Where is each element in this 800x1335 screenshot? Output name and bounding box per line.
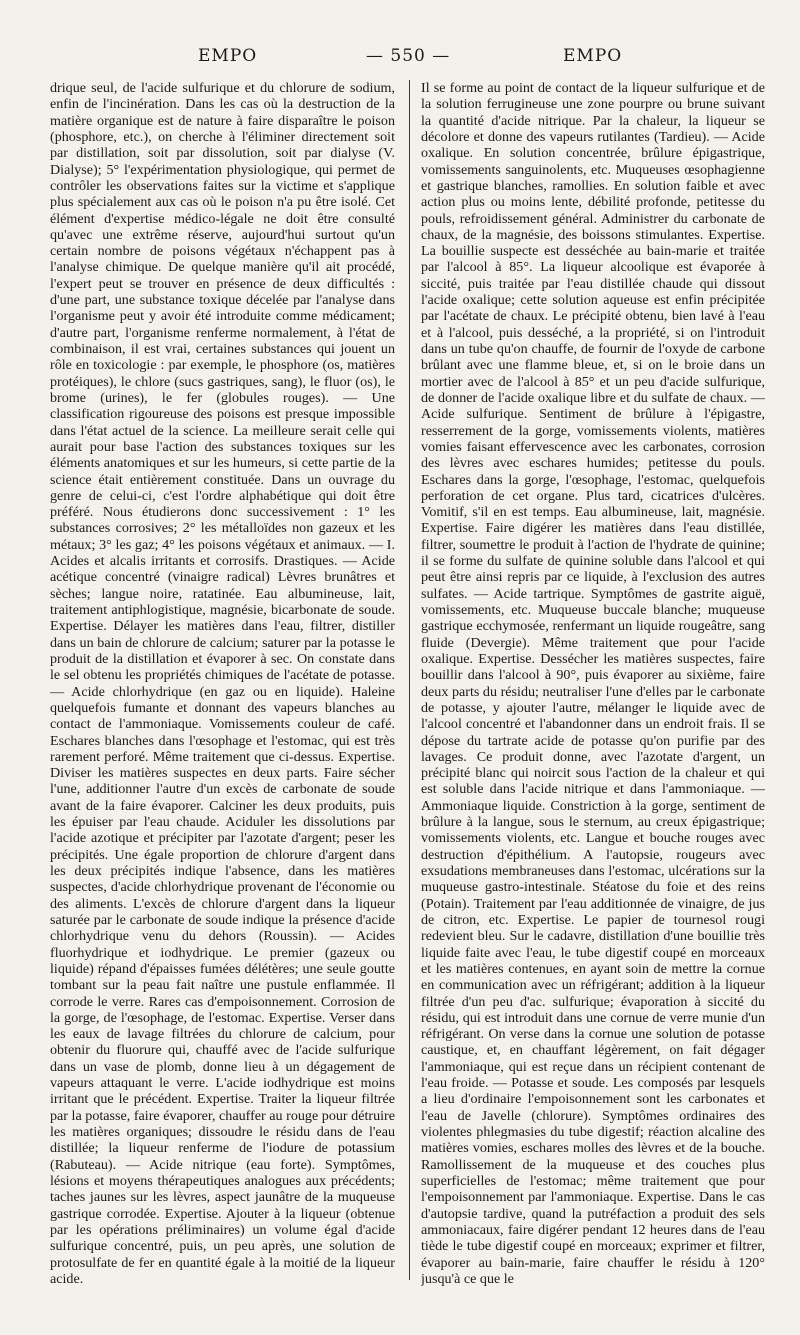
right-column <box>421 80 765 1290</box>
page-number: — 550 — <box>366 46 451 66</box>
running-header <box>0 46 800 76</box>
column-divider <box>409 80 410 1280</box>
header-right-word: EMPO <box>563 46 623 66</box>
header-left-word: EMPO <box>198 46 258 66</box>
left-column <box>50 80 395 1290</box>
left-column-text: drique seul, de l'acide sulfurique et du chlorure de sodium, enfin de l'incinération. Dans les cas où la destruction de la matière organique est de nature à faire disparaître le poison (phosphore, etc.), on cherche à l'éliminer directement soit par distillation, soit par dissolution, soit par dialyse (V. Dialyse); 5° l'expérimentation physiologique, qui permet de contrôler les observations faites sur la victime et s'applique plus spécialement aux cas où le poison n'a pu être isolé. Cet élément d'expertise médico-légale ne doit être consulté qu'avec une extrême réserve, aujourd'hui surtout qu'un certain nombre de poisons végétaux n'échappent pas à l'analyse chimique. De quelque manière qu'il ait procédé, l'expert peut se trouver en présence de deux difficultés : d'une part, une substance toxique décelée par l'analyse dans l'organisme peut y avoir été introduite comme médicament; d'autre part, l'organisme renferme normalement, à l'état de combinaison, il est vrai, certaines substances qui jouent un rôle en toxicologie : par exemple, le phosphore (os, matières protéiques), le chlore (sucs gastriques, sang), le fluor (os), le brome (urines), le fer (globules rouges). — Une classification rigoureuse des poisons est presque impossible dans l'état actuel de la science. La meilleure serait celle qui aurait pour base l'action des substances toxiques sur les éléments anatomiques et sur les humeurs, si cette partie de la science était entièrement constituée. Dans un ouvrage du genre de celui-ci, c'est l'ordre alphabétique qui doit être préféré. Nous étudierons donc successivement : 1° les substances corrosives; 2° les métalloïdes non gazeux et les métaux; 3° les gaz; 4° les poisons végétaux et animaux. — I. Acides et alcalis irritants et corrosifs. Drastiques. — Acide acétique concentré (vinaigre radical) Lèvres brunâtres et sèches; langue noire, ratatinée. Eau albumineuse, lait, traitement antiphlogistique, magnésie, bicarbonate de soude. Expertise. Délayer les matières dans l'eau, filtrer, distiller dans un bain de chlorure de calcium; saturer par la potasse le produit de la distillation et évaporer à sec. On constate dans le sel obtenu les propriétés chimiques de l'acétate de potasse. — Acide chlorhydrique (en gaz ou en liquide). Haleine quelquefois fumante et donnant des vapeurs blanches au contact de l'ammoniaque. Vomissements couleur de café. Eschares blanches dans l'œsophage et l'estomac, qui est très rarement perforé. Même traitement que ci-dessus. Expertise. Diviser les matières suspectes en deux parts. Faire sécher l'une, additionner l'autre d'un excès de carbonate de soude avant de la faire évaporer. Calciner les deux produits, puis les épuiser par l'eau chaude. Aciduler les dissolutions par l'acide azotique et précipiter par l'azotate d'argent; peser les précipités. Une égale proportion de chlorure d'argent dans les deux précipités indique l'absence, dans les matières suspectes, d'acide chlorhydrique provenant de l'économie ou des aliments. L'excès de chlorure d'argent dans la liqueur saturée par le carbonate de soude indique la présence d'acide chlorhydrique venu du dehors (Roussin). — Acides fluorhydrique et iodhydrique. Le premier (gazeux ou liquide) répand d'épaisses fumées délétères; une seule goutte tombant sur la peau fait naître une pustule enflammée. Il corrode le verre. Rares cas d'empoisonnement. Corrosion de la gorge, de l'œsophage, de l'estomac. Expertise. Verser dans les eaux de lavage filtrées du chlorure de calcium, pour obtenir du fluorure qui, chauffé avec de l'acide sulfurique dans un vase de plomb, donne lieu à un dégagement de vapeurs attaquant le verre. L'acide iodhydrique est moins irritant que le précédent. Expertise. Traiter la liqueur filtrée par la potasse, faire évaporer, chauffer au rouge pour détruire les matières organiques; dissoudre le résidu dans de l'eau distillée; la liqueur renferme de l'iodure de potassium (Rabuteau). — Acide nitrique (eau forte). Symptômes, lésions et moyens thérapeutiques analogues aux précédents; taches jaunes sur les lèvres, aspect jaunâtre de la muqueuse gastrique corrodée. Expertise. Ajouter à la liqueur (obtenue par les opérations préliminaires) un volume égal d'acide sulfurique concentré, puis, un peu après, une solution de protosulfate de fer en quantité égale à la moitié de la liqueur acide. <box>50 80 395 1287</box>
right-column-text: Il se forme au point de contact de la liqueur sulfurique et de la solution ferrugineuse une zone pourpre ou brune suivant la quantité d'acide nitrique. Par la chaleur, la liqueur se décolore et donne des vapeurs rutilantes (Tardieu). — Acide oxalique. En solution concentrée, brûlure épigastrique, vomissements sanguinolents, etc. Muqueuses œsophagienne et gastrique blanches, ramollies. En solution faible et avec action plus ou moins lente, débilité profonde, petitesse du pouls, refroidissement général. Administrer du carbonate de chaux, de la magnésie, des boissons stimulantes. Expertise. La bouillie suspecte est desséchée au bain-marie et traitée par l'alcool à 85°. La liqueur alcoolique est évaporée à siccité, puis traitée par l'eau distillée chaude qui dissout l'acide oxalique; cette solution aqueuse est enfin précipitée par l'acétate de chaux. Le précipité obtenu, bien lavé à l'eau et à l'alcool, puis desséché, a la propriété, si on l'introduit dans un tube qu'on chauffe, de fournir de l'oxyde de carbone brûlant avec une flamme bleue, et, si on le broie dans un mortier avec de l'alcool à 85° et un peu d'acide sulfurique, de donner de l'acide oxalique libre et du sulfate de chaux. — Acide sulfurique. Sentiment de brûlure à l'épigastre, resserrement de la gorge, vomissements violents, matières vomies faisant effervescence avec les carbonates, corrosion des lèvres avec eschares humides; petitesse du pouls. Eschares dans la gorge, l'œsophage, l'estomac, quelquefois perforation de cet organe. Plus tard, cicatrices d'ulcères. Vomitif, s'il en est temps. Eau albumineuse, lait, magnésie. Expertise. Faire digérer les matières dans l'eau distillée, filtrer, soumettre le produit à l'action de l'hydrate de quinine; il se forme du sulfate de quinine soluble dans l'alcool et qui peut être ainsi repris par ce liquide, à l'exclusion des autres sulfates. — Acide tartrique. Symptômes de gastrite aiguë, vomissements, etc. Muqueuse buccale blanche; muqueuse gastrique ecchymosée, renfermant un liquide rougeâtre, sang fluide (Devergie). Même traitement que pour l'acide oxalique. Expertise. Dessécher les matières suspectes, faire bouillir dans l'alcool à 90°, puis évaporer au sixième, faire deux parts du résidu; neutraliser l'une d'elles par le carbonate de potasse, y ajouter l'autre, mélanger le liquide avec de l'alcool concentré et l'abandonner dans un endroit frais. Il se dépose du tartrate acide de potasse qu'on purifie par des lavages. Ce produit donne, avec l'azotate d'argent, un précipité blanc qui noircit sous l'action de la chaleur et qui est soluble dans l'acide nitrique et dans l'ammoniaque. — Ammoniaque liquide. Constriction à la gorge, sentiment de brûlure à la langue, sous le sternum, au creux épigastrique; vomissements violents, etc. Langue et bouche rouges avec destruction d'épithélium. A l'autopsie, rougeurs avec exsudations membraneuses dans l'estomac, ulcérations sur la muqueuse gastro-intestinale. Stéatose du foie et des reins (Potain). Traitement par l'eau additionnée de vinaigre, de jus de citron, etc. Expertise. Le papier de tournesol rougi redevient bleu. Sur le cadavre, distillation d'une bouillie très liquide faite avec l'eau, le tube digestif coupé en morceaux et les matières contenues, en ayant soin de mettre la cornue en communication avec un réfrigérant; addition à la liqueur filtrée d'un peu d'ac. sulfurique; évaporation à siccité du résidu, qui est introduit dans une cornue de verre munie d'un réfrigérant. On verse dans la cornue une solution de potasse caustique, et, en chauffant légèrement, on fait dégager l'ammoniaque, qui est reçue dans un récipient contenant de l'eau froide. — Potasse et soude. Les composés par lesquels a lieu d'ordinaire l'empoisonnement sont les carbonates et l'eau de Javelle (chlorure). Symptômes ordinaires des violentes phlegmasies du tube digestif; réaction alcaline des matières vomies, eschares molles des lèvres et de la bouche. Ramollissement de la muqueuse et des couches plus superficielles de l'estomac; même traitement que pour l'empoisonnement par l'ammoniaque. Expertise. Dans le cas d'autopsie tardive, quand la putréfaction a produit des sels ammoniacaux, faire digérer pendant 12 heures dans de l'eau tiède le tube digestif coupé en morceaux; exprimer et filtrer, évaporer au bain-marie, faire chauffer le résidu à 120° jusqu'à ce que le <box>421 80 765 1287</box>
